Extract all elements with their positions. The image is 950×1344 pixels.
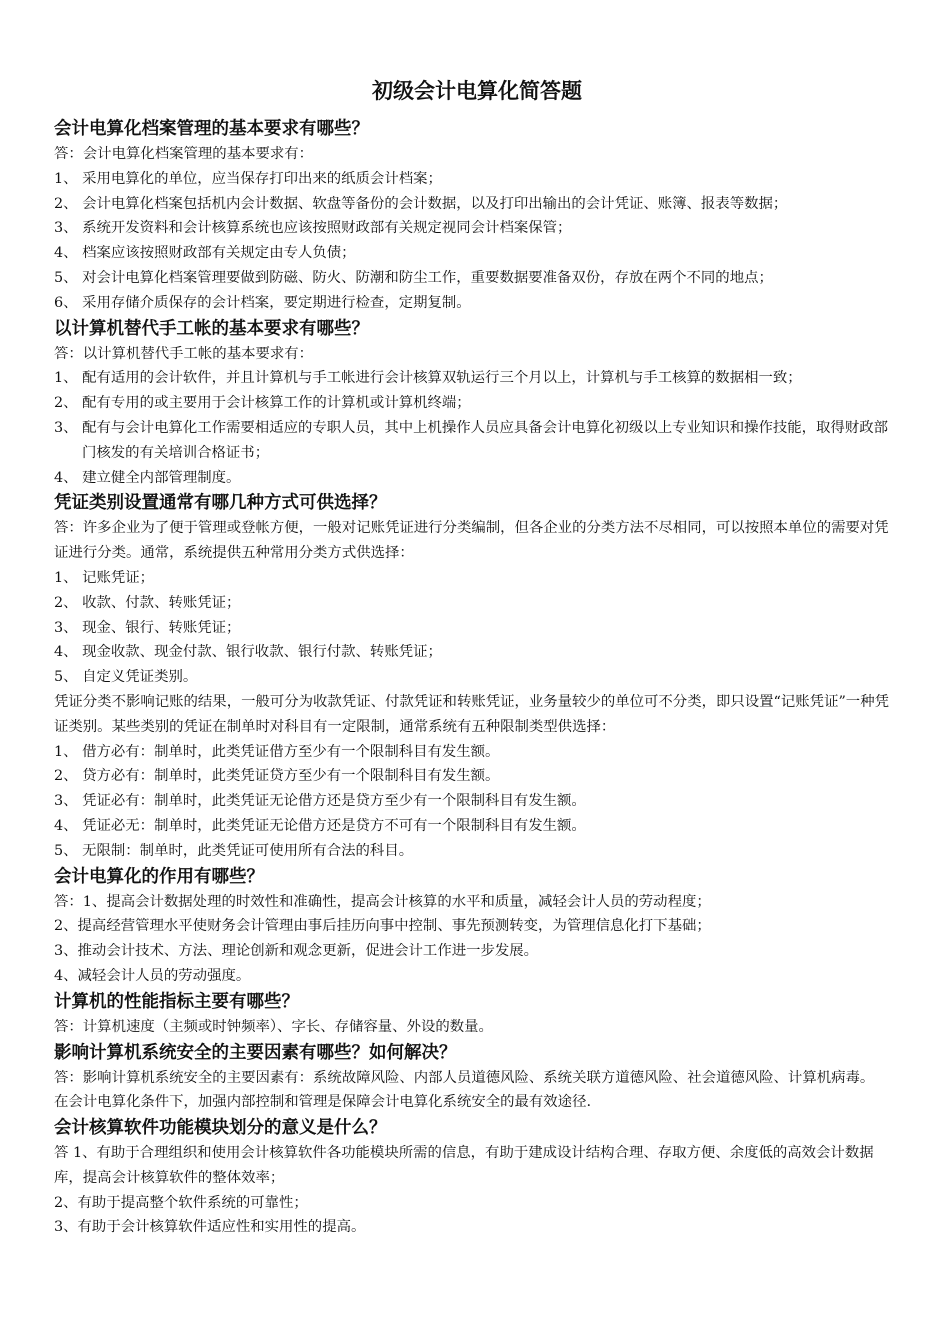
- question-heading: 会计核算软件功能模块划分的意义是什么？: [54, 1118, 387, 1139]
- list-item: 5、 无限制：制单时，此类凭证可使用所有合法的科目。: [54, 842, 414, 859]
- question-heading: 以计算机替代手工帐的基本要求有哪些？: [54, 318, 369, 339]
- qa-section: [54, 1115, 900, 1240]
- answer-paragraph: 答：许多企业为了便于管理或登帐方便，一般对记账凭证进行分类编制，但各企业的分类方法不尽相同，可以按照本单位的需要对凭证进行分类。通常，系统提供五种常用分类方式供选择：: [54, 520, 889, 562]
- question-heading: 计算机的性能指标主要有哪些？: [54, 991, 299, 1012]
- list-item: 2、 贷方必有：制单时，此类凭证贷方至少有一个限制科目有发生额。: [54, 768, 500, 785]
- answer-paragraph: 凭证分类不影响记账的结果，一般可分为收款凭证、付款凭证和转账凭证，业务量较少的单位可不分类，即只设置“记账凭证”一种凭证类别。某些类别的凭证在制单时对科目有一定限制，通常系统有五种限制类型供选择：: [54, 693, 889, 735]
- list-item: 4、 建立健全内部管理制度。: [54, 469, 241, 486]
- list-item: 5、 自定义凭证类别。: [54, 669, 198, 686]
- answer-paragraph: 答：以计算机替代手工帐的基本要求有：: [54, 345, 314, 362]
- question-heading: 影响计算机系统安全的主要因素有哪些？如何解决？: [54, 1042, 457, 1063]
- answer-paragraph: 2、提高经营管理水平使财务会计管理由事后挂历向事中控制、事先预测转变，为管理信息化打下基础；: [54, 918, 711, 935]
- answer-paragraph: 答 1、有助于合理组织和使用会计核算软件各功能模块所需的信息，有助于建成设计结构合理、存取方便、余度低的高效会计数据库，提高会计核算软件的整体效率；: [54, 1145, 874, 1186]
- list-item: 2、 会计电算化档案包括机内会计数据、软盘等备份的会计数据，以及打印出输出的会计凭证、账簿、报表等数据；: [54, 195, 788, 212]
- qa-section: [54, 864, 900, 989]
- answer-paragraph: 2、有助于提高整个软件系统的可靠性；: [54, 1194, 308, 1211]
- list-item: 1、 采用电算化的单位，应当保存打印出来的纸质会计档案；: [54, 170, 442, 187]
- list-item: 4、 现金收款、现金付款、银行收款、银行付款、转账凭证；: [54, 644, 442, 661]
- list-item: 3、 系统开发资料和会计核算系统也应该按照财政部有关规定视同会计档案保管；: [54, 220, 572, 237]
- list-item: 1、 配有适用的会计软件，并且计算机与手工帐进行会计核算双轨运行三个月以上，计算机与手工核算的数据相一致；: [54, 370, 802, 387]
- list-item: 4、 凭证必无：制单时，此类凭证无论借方还是贷方不可有一个限制科目有发生额。: [54, 817, 586, 834]
- question-heading: 会计电算化的作用有哪些？: [54, 866, 264, 887]
- answer-paragraph: 答：会计电算化档案管理的基本要求有：: [54, 146, 314, 162]
- qa-sections: [54, 116, 900, 1240]
- answer-paragraph: 答：计算机速度（主频或时钟频率）、字长、存储容量、外设的数量。: [54, 1018, 493, 1035]
- answer-paragraph: 4、减轻会计人员的劳动强度。: [54, 967, 251, 984]
- list-item: 1、 记账凭证；: [54, 569, 155, 586]
- answer-paragraph: 在会计电算化条件下，加强内部控制和管理是保障会计电算化系统安全的最有效途径.: [54, 1094, 592, 1111]
- answer-paragraph: 答：影响计算机系统安全的主要因素有：系统故障风险、内部人员道德风险、系统关联方道德风险、社会道德风险、计算机病毒。: [54, 1069, 875, 1086]
- qa-section: [54, 1040, 900, 1116]
- list-item: 2、 收款、付款、转账凭证；: [54, 594, 241, 611]
- qa-section: [54, 116, 900, 316]
- answer-paragraph: 3、推动会计技术、方法、理论创新和观念更新，促进会计工作进一步发展。: [54, 943, 539, 960]
- qa-section: [54, 316, 900, 491]
- list-item: 3、 凭证必有：制单时，此类凭证无论借方还是贷方至少有一个限制科目有发生额。: [54, 793, 586, 810]
- list-item: 1、 借方必有：制单时，此类凭证借方至少有一个限制科目有发生额。: [54, 743, 500, 760]
- list-item: 3、 配有与会计电算化工作需要相适应的专职人员，其中上机操作人员应具备会计电算化初级以上专业知识和操作技能，取得财政部门核发的有关培训合格证书；: [54, 419, 889, 461]
- list-item: 5、 对会计电算化档案管理要做到防磁、防火、防潮和防尘工作，重要数据要准备双份，存放在两个不同的地点；: [54, 269, 773, 286]
- qa-section: [54, 989, 900, 1040]
- question-heading: 凭证类别设置通常有哪几种方式可供选择？: [54, 493, 387, 514]
- document-title: 初级会计电算化简答题: [372, 78, 582, 103]
- list-item: 2、 配有专用的或主要用于会计核算工作的计算机或计算机终端；: [54, 395, 471, 412]
- document-page: [54, 76, 900, 1240]
- qa-section: [54, 490, 900, 863]
- list-item: 6、 采用存储介质保存的会计档案，要定期进行检查，定期复制。: [54, 294, 471, 311]
- answer-paragraph: 答：1、提高会计数据处理的时效性和准确性，提高会计核算的水平和质量，减轻会计人员的劳动程度；: [54, 893, 711, 910]
- list-item: 3、 现金、银行、转账凭证；: [54, 619, 241, 636]
- list-item: 4、 档案应该按照财政部有关规定由专人负债；: [54, 245, 356, 262]
- answer-paragraph: 3、有助于会计核算软件适应性和实用性的提高。: [54, 1219, 366, 1236]
- question-heading: 会计电算化档案管理的基本要求有哪些？: [54, 119, 369, 139]
